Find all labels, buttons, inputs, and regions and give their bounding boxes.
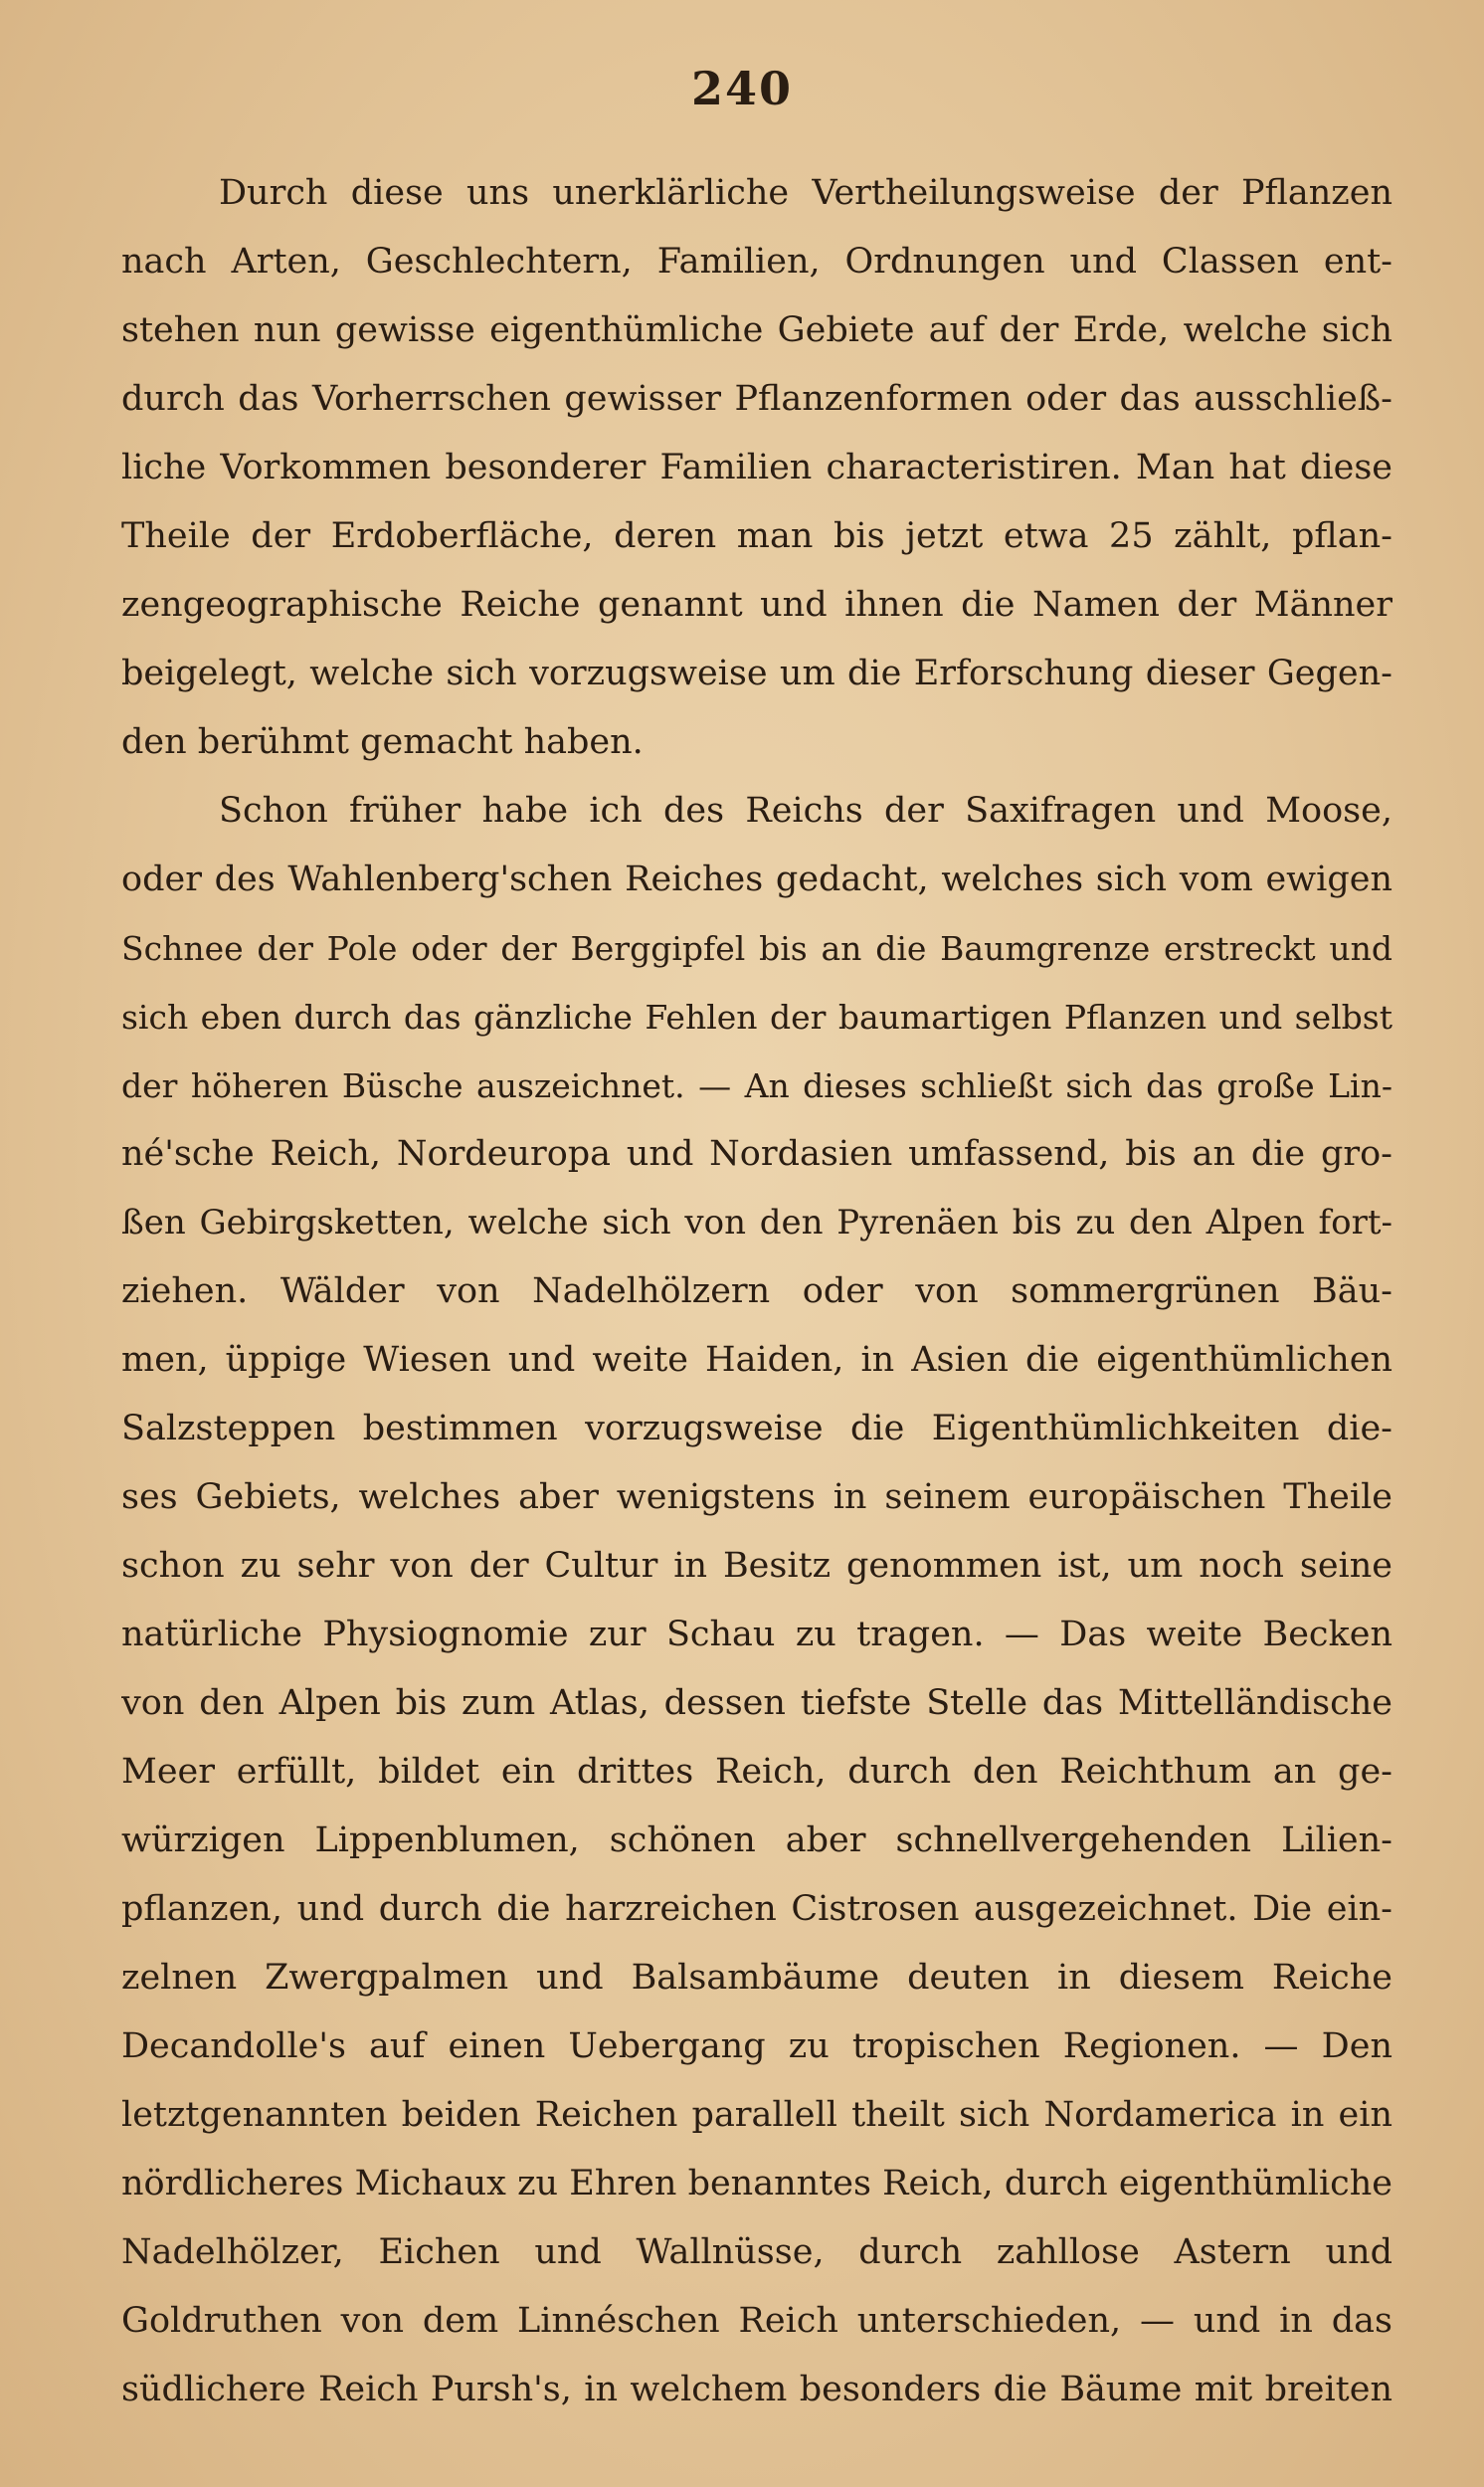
text-line: ßen Gebirgsketten, welche sich von den Pyrenäen bis zu den Alpen fort- — [121, 1203, 1392, 1243]
text-line: Meer erfüllt, bildet ein drittes Reich, durch den Reichthum an ge- — [121, 1752, 1392, 1792]
text-line: pflanzen, und durch die harzreichen Cistrosen ausgezeichnet. Die ein- — [121, 1889, 1392, 1929]
text-line: durch das Vorherrschen gewisser Pflanzenformen oder das ausschließ- — [121, 379, 1392, 419]
text-line: né'sche Reich, Nordeuropa und Nordasien umfassend, bis an die gro- — [121, 1134, 1392, 1174]
text-line: zengeographische Reiche genannt und ihnen die Namen der Männer — [121, 585, 1392, 625]
text-line: nördlicheres Michaux zu Ehren benanntes Reich, durch eigenthümliche — [121, 2164, 1392, 2203]
text-line: letztgenannten beiden Reichen parallell theilt sich Nordamerica in ein — [121, 2095, 1392, 2135]
body-text — [121, 159, 1392, 2424]
text-line: liche Vorkommen besonderer Familien characteristiren. Man hat diese — [121, 448, 1392, 487]
text-line: natürliche Physiognomie zur Schau zu tragen. — Das weite Becken — [121, 1615, 1392, 1654]
text-line: Goldruthen von dem Linnéschen Reich unterschieden, — und in das — [121, 2301, 1392, 2341]
text-line: Nadelhölzer, Eichen und Wallnüsse, durch zahllose Astern und — [121, 2232, 1392, 2272]
text-line: ses Gebiets, welches aber wenigstens in seinem europäischen Theile — [121, 1477, 1392, 1517]
text-line: den berühmt gemacht haben. — [121, 722, 644, 762]
text-line: der höheren Büsche auszeichnet. — An dieses schließt sich das große Lin- — [121, 1066, 1392, 1105]
text-line: Salzsteppen bestimmen vorzugsweise die Eigenthümlichkeiten die- — [121, 1409, 1392, 1448]
text-line: oder des Wahlenberg'schen Reiches gedacht, welches sich vom ewigen — [121, 860, 1392, 899]
text-line: beigelegt, welche sich vorzugsweise um die Erforschung dieser Gegen- — [121, 654, 1392, 693]
text-line: Decandolle's auf einen Uebergang zu tropischen Regionen. — Den — [121, 2026, 1392, 2066]
text-line: stehen nun gewisse eigenthümliche Gebiete auf der Erde, welche sich — [121, 310, 1392, 350]
text-line: nach Arten, Geschlechtern, Familien, Ordnungen und Classen ent- — [121, 242, 1392, 282]
text-line: Theile der Erdoberfläche, deren man bis jetzt etwa 25 zählt, pflan- — [121, 516, 1392, 556]
text-line: ziehen. Wälder von Nadelhölzern oder von sommergrünen Bäu- — [121, 1271, 1392, 1311]
text-line: zelnen Zwergpalmen und Balsambäume deuten in diesem Reiche — [121, 1958, 1392, 1998]
text-line: würzigen Lippenblumen, schönen aber schnellvergehenden Lilien- — [121, 1820, 1392, 1860]
text-line: schon zu sehr von der Cultur in Besitz genommen ist, um noch seine — [121, 1546, 1392, 1586]
text-line: südlichere Reich Pursh's, in welchem besonders die Bäume mit breiten — [121, 2370, 1392, 2409]
text-line: Schnee der Pole oder der Berggipfel bis an die Baumgrenze erstreckt und — [121, 929, 1392, 968]
text-line: sich eben durch das gänzliche Fehlen der baumartigen Pflanzen und selbst — [121, 998, 1392, 1037]
text-line: men, üppige Wiesen und weite Haiden, in Asien die eigenthümlichen — [121, 1340, 1392, 1380]
text-line: Schon früher habe ich des Reichs der Saxifragen und Moose, — [219, 791, 1392, 831]
text-line: Durch diese uns unerklärliche Vertheilungsweise der Pflanzen — [219, 173, 1392, 213]
text-line: von den Alpen bis zum Atlas, dessen tiefste Stelle das Mittelländische — [121, 1683, 1392, 1723]
page-number: 240 — [690, 62, 794, 115]
